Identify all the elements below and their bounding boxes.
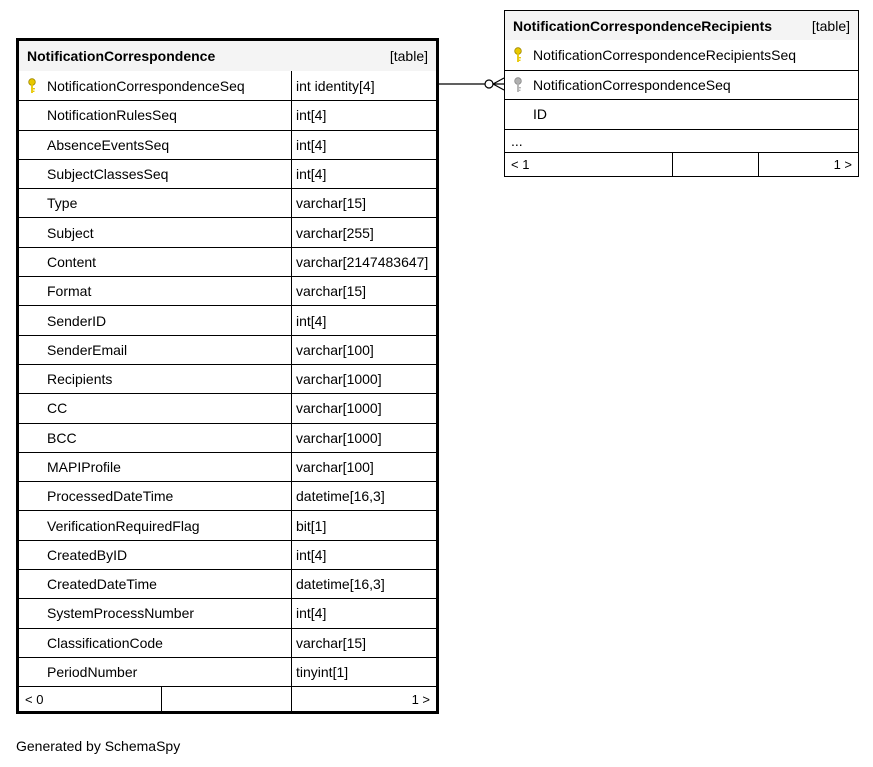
column-name[interactable]: Type [47, 195, 78, 212]
column-name[interactable]: PeriodNumber [47, 664, 138, 681]
table-name[interactable]: NotificationCorrespondenceRecipients [513, 17, 773, 34]
crowfoot-lower [493, 84, 504, 90]
column-type: int[4] [296, 107, 327, 124]
column-type: varchar[15] [296, 195, 367, 212]
column-name[interactable]: NotificationCorrespondenceSeq [47, 77, 245, 94]
generated-by-footer: Generated by SchemaSpy [16, 738, 181, 754]
column-name[interactable]: NotificationCorrespondenceRecipientsSeq [533, 46, 797, 63]
column-type: datetime[16,3] [296, 576, 385, 593]
column-name[interactable]: ClassificationCode [47, 634, 163, 651]
column-name[interactable]: SubjectClassesSeq [47, 166, 169, 183]
column-type: varchar[1000] [296, 400, 382, 417]
column-type: varchar[2147483647] [296, 253, 429, 270]
column-type: varchar[1000] [296, 371, 382, 388]
column-type: int[4] [296, 136, 327, 153]
column-type: varchar[100] [296, 341, 374, 358]
column-name[interactable]: Content [47, 253, 97, 270]
table-type-tag: [table] [811, 17, 850, 34]
column-name[interactable]: BCC [47, 429, 77, 446]
column-name[interactable]: NotificationRulesSeq [47, 107, 177, 124]
table-type-tag: [table] [389, 48, 428, 64]
column-name[interactable]: VerificationRequiredFlag [47, 517, 200, 534]
column-type: varchar[1000] [296, 429, 382, 446]
column-type: datetime[16,3] [296, 488, 385, 505]
table-name[interactable]: NotificationCorrespondence [27, 48, 216, 64]
column-name[interactable]: MAPIProfile [47, 459, 121, 475]
crowfoot-upper [493, 78, 504, 84]
column-type: varchar[15] [296, 634, 367, 651]
column-type: int identity[4] [296, 77, 375, 94]
column-name[interactable]: CC [47, 400, 68, 417]
column-type: int[4] [296, 312, 327, 329]
column-name[interactable]: NotificationCorrespondenceSeq [533, 76, 731, 93]
column-type: tinyint[1] [296, 664, 349, 681]
column-name[interactable]: Subject [47, 224, 94, 241]
parent-count[interactable]: 1 > [411, 691, 430, 707]
column-type: bit[1] [296, 517, 327, 534]
column-type: varchar[15] [296, 283, 367, 300]
column-type: int[4] [296, 166, 327, 183]
column-name[interactable]: Recipients [47, 371, 113, 388]
zero-optional-marker [485, 80, 493, 88]
column-type: varchar[100] [296, 459, 374, 475]
column-name[interactable]: ProcessedDateTime [47, 488, 174, 505]
column-name[interactable]: SenderID [47, 312, 107, 329]
column-name[interactable]: SenderEmail [47, 341, 128, 358]
column-type: int[4] [296, 546, 327, 563]
column-type: int[4] [296, 605, 327, 622]
column-name[interactable]: ID [533, 106, 547, 123]
column-name[interactable]: CreatedDateTime [47, 576, 157, 593]
column-name[interactable]: CreatedByID [47, 546, 128, 563]
more-columns-ellipsis: ... [505, 129, 858, 152]
column-name[interactable]: AbsenceEventsSeq [47, 136, 170, 153]
column-type: varchar[255] [296, 224, 374, 241]
parent-count[interactable]: 1 > [833, 156, 852, 172]
child-count[interactable]: < 0 [19, 687, 162, 711]
child-count[interactable]: < 1 [505, 153, 673, 176]
column-name[interactable]: Format [47, 283, 92, 300]
column-name[interactable]: SystemProcessNumber [47, 605, 195, 622]
